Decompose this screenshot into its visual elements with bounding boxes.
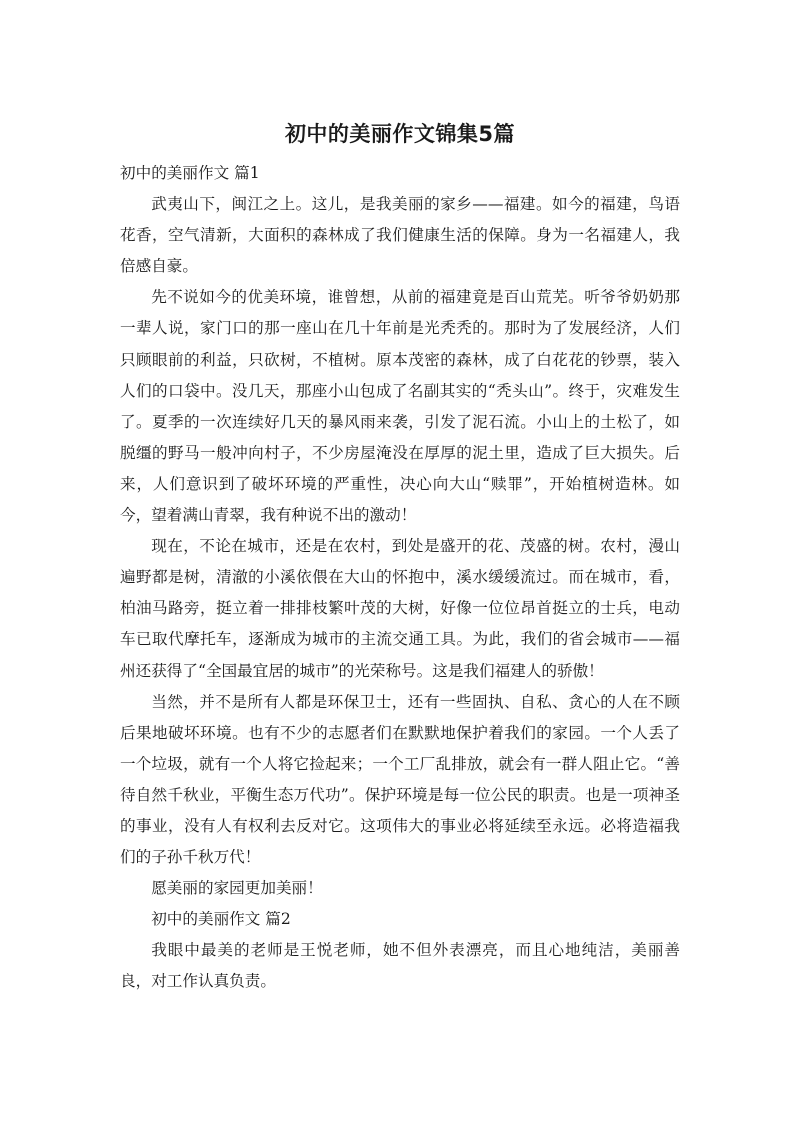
document-title: 初中的美丽作文锦集5篇 — [284, 122, 516, 146]
paragraph: 现在，不论在城市，还是在农村，到处是盛开的花、茂盛的树。农村，漫山遍野都是树，清澈的小溪依偎在大山的怀抱中，溪水缓缓流过。而在城市，看，柏油马路旁，挺立着一排排枝繁叶茂的大树，好像一位位昂首挺立的士兵，电动车已取代摩托车，逐渐成为城市的主流交通工具。为此，我们的省会城市——福州还获得了“全国最宜居的城市”的光荣称号。这是我们福建人的骄傲！ — [120, 537, 680, 680]
section-heading: 初中的美丽作文 篇2 — [151, 910, 291, 929]
paragraph: 我眼中最美的老师是王悦老师，她不但外表漂亮，而且心地纯洁，美丽善良，对工作认真负责。 — [120, 941, 680, 991]
paragraph: 武夷山下，闽江之上。这儿，是我美丽的家乡——福建。如今的福建，鸟语花香，空气清新，大面积的森林成了我们健康生活的保障。身为一名福建人，我倍感自豪。 — [120, 195, 680, 276]
paragraph: 先不说如今的优美环境，谁曾想，从前的福建竟是百山荒芜。听爷爷奶奶那一辈人说，家门口的那一座山在几十年前是光秃秃的。那时为了发展经济，人们只顾眼前的利益，只砍树，不植树。原本茂密的森林，成了白花花的钞票，装入人们的口袋中。没几天，那座小山包成了名副其实的“秃头山”。终于，灾难发生了。夏季的一次连续好几天的暴风雨来袭，引发了泥石流。小山上的土松了，如脱缰的野马一般冲向村子，不少房屋淹没在厚厚的泥土里，造成了巨大损失。后来，人们意识到了破坏环境的严重性，决心向大山“赎罪”，开始植树造林。如今，望着满山青翠，我有种说不出的激动！ — [120, 288, 680, 525]
paragraph: 愿美丽的家园更加美丽！ — [151, 879, 323, 898]
document-body — [120, 158, 680, 998]
paragraph: 当然，并不是所有人都是环保卫士，还有一些固执、自私、贪心的人在不顾后果地破坏环境。也有不少的志愿者们在默默地保护着我们的家园。一个人丢了一个垃圾，就有一个人将它捡起来；一个工厂乱排放，就会有一群人阻止它。“善待自然千秋业，平衡生态万代功”。保护环境是每一位公民的职责。也是一项神圣的事业，没有人有权利去反对它。这项伟大的事业必将延续至永远。必将造福我们的子孙千秋万代！ — [120, 692, 680, 867]
section-heading: 初中的美丽作文 篇1 — [120, 164, 260, 182]
